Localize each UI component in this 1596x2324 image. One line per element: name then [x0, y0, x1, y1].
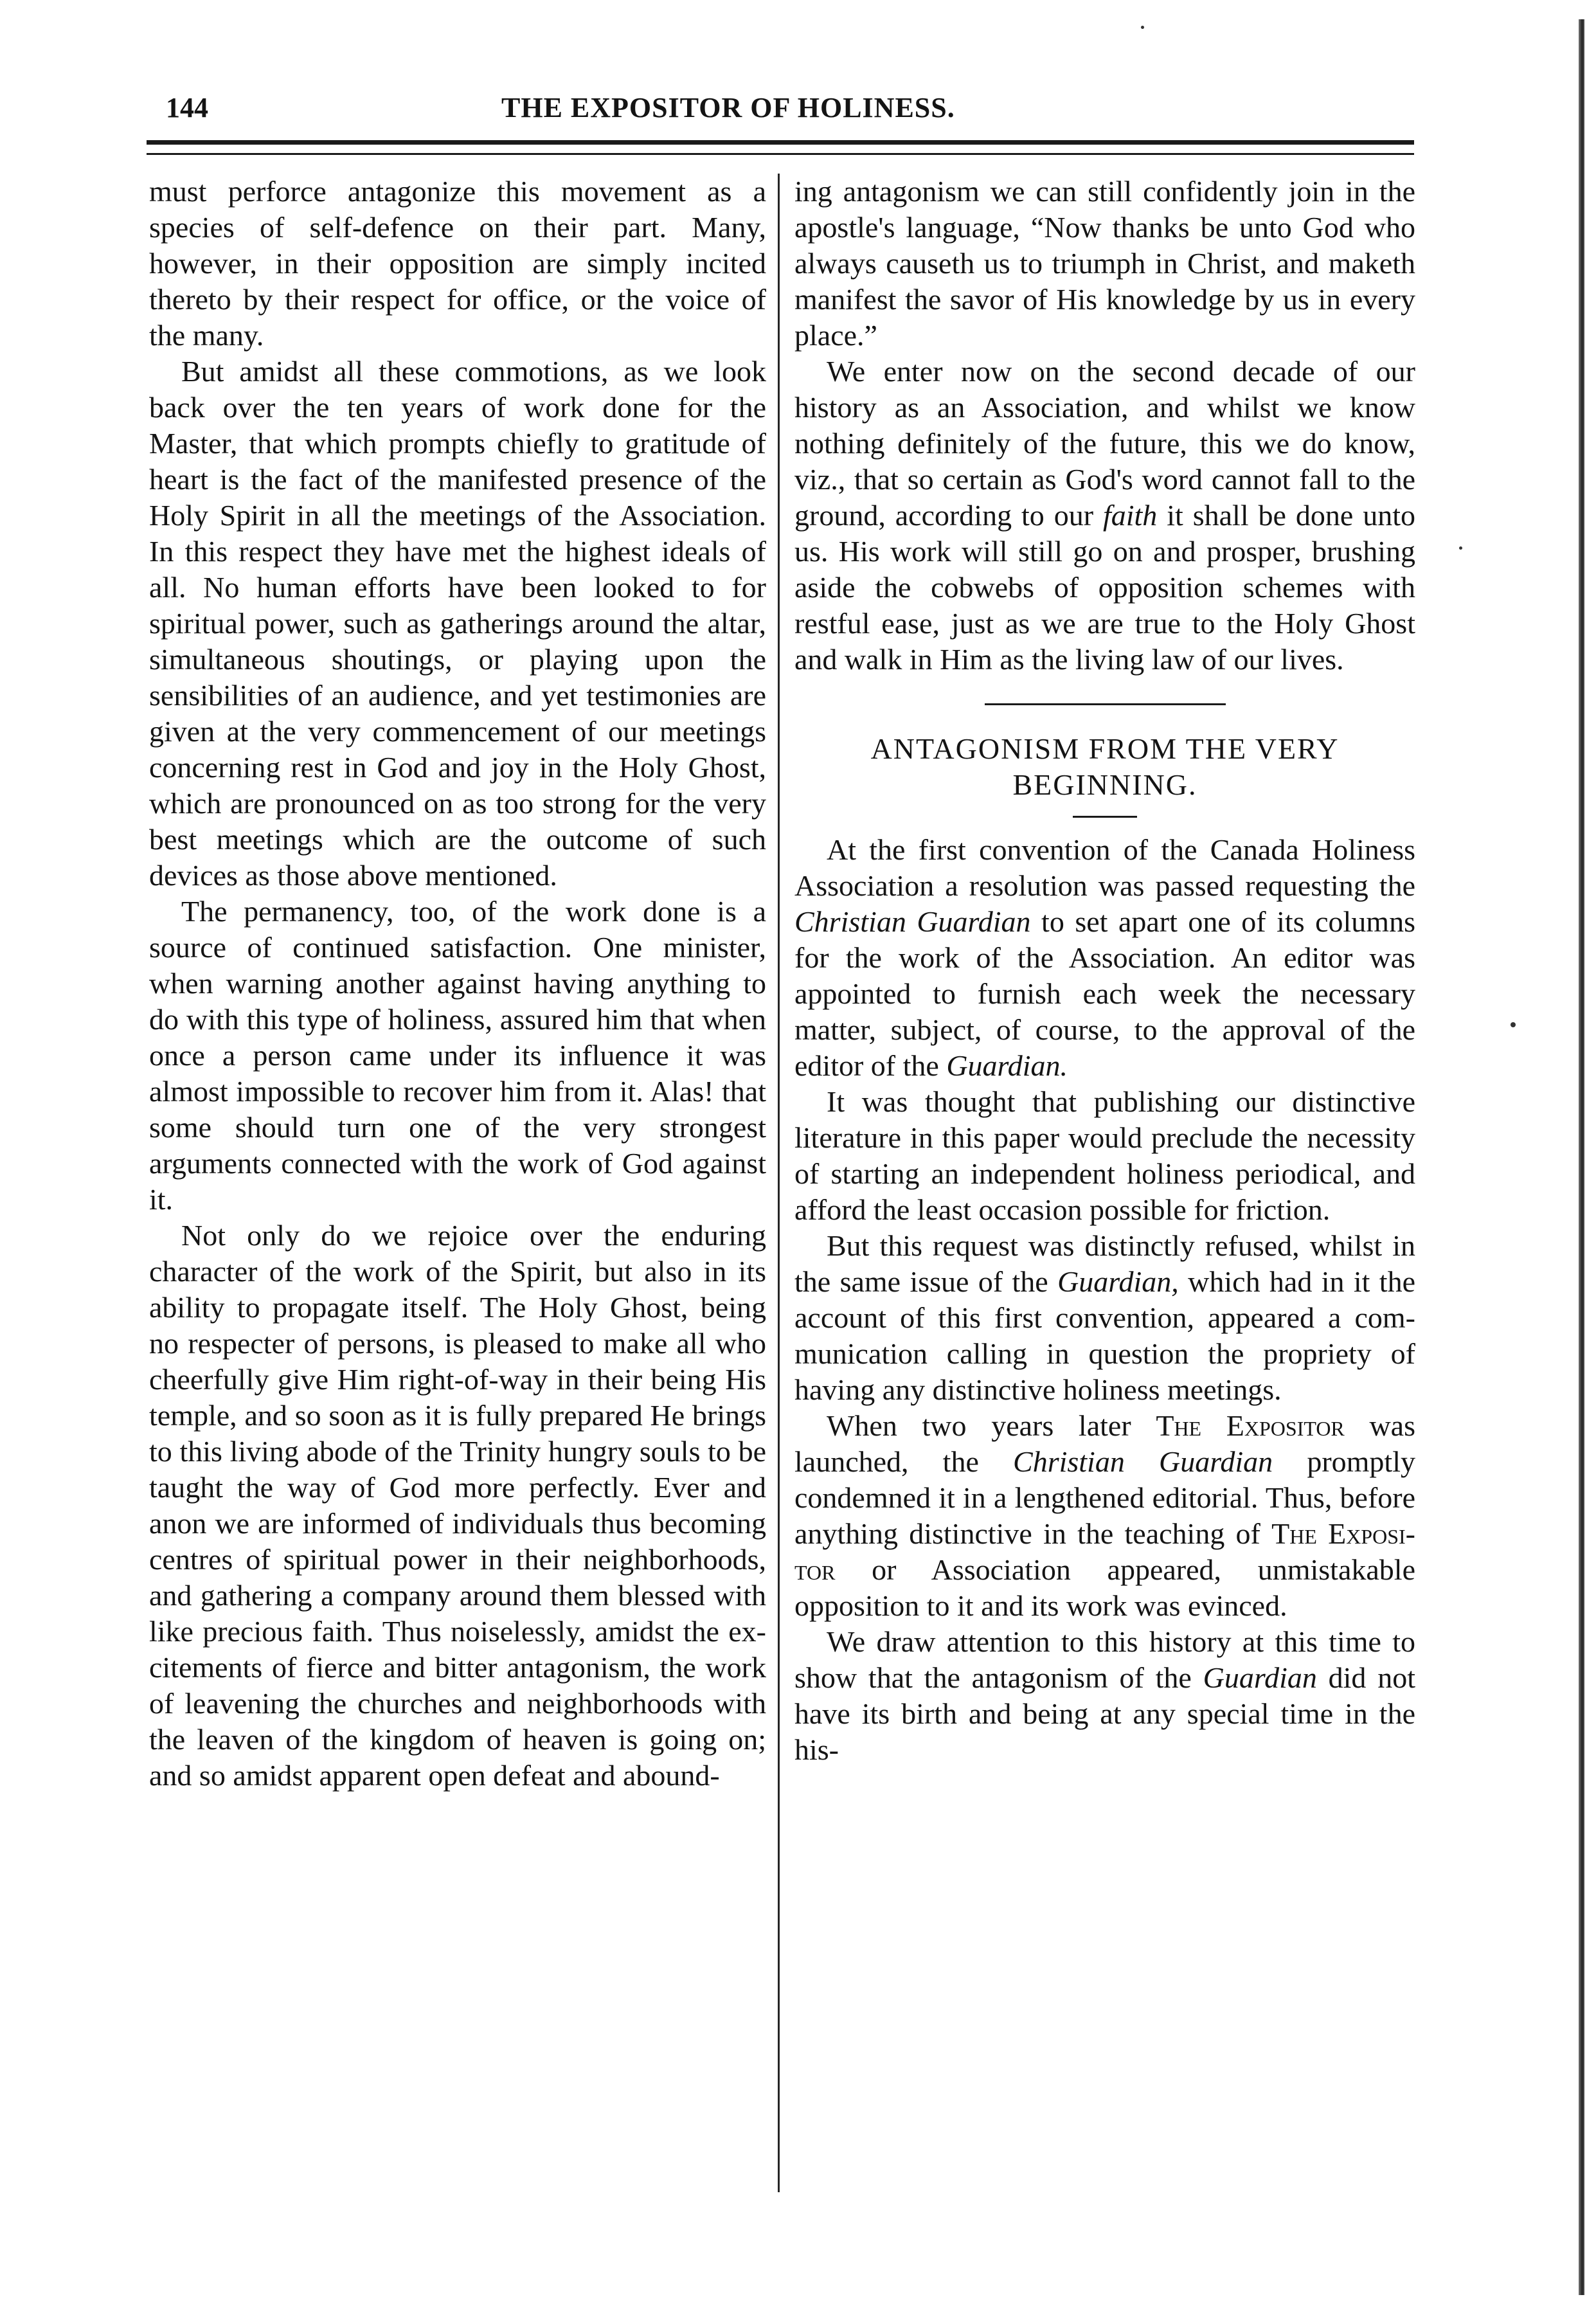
scan-speck	[1459, 546, 1462, 550]
italic-word-faith: faith	[1102, 499, 1158, 532]
text-run: was launched, the	[794, 1409, 1416, 1478]
header-rule-thin	[147, 153, 1414, 155]
text-run: or Association appeared, unmistakable opposition to it and its work was evinced.	[794, 1553, 1415, 1622]
scan-speck	[1511, 1022, 1516, 1027]
text-run: did not have its birth and being at any special time in the his-	[794, 1661, 1416, 1766]
text-run: We enter now on the second decade of our history as an Association, and whilst we know nothing definitely of the future, this we do know, viz., that so certain as God's word cannot fall to the ground, according to our	[794, 355, 1415, 532]
left-paragraph-2: But amidst all these commotions, as we look back over the ten years of work done for the Master, that which prompts chiefly to gratitude of heart is the fact of the manifested presence of the Holy Spirit in all the meetings of the Association. In this respect they have met the highest ideals of all. No human efforts have been looked to for spiritual power, such as gatherings around the altar, simultaneous shoutings, or playing upon the sensibilities of an audience, and yet testimonies are given at the very commencement of our meetings concerning rest in God and joy in the Holy Ghost, which are pronounced on as too strong for the very best meetings which are the outcome of such devices as those above mentioned.	[149, 355, 766, 892]
section-heading-line-2: BEGINNING.	[1012, 768, 1197, 801]
italic-title-christian-guardian: Christian Guardian	[794, 905, 1031, 938]
text-run: promptly condemned it in a lengthened editorial. Thus, before anything distinctive in the teaching of	[794, 1445, 1415, 1550]
left-column	[149, 174, 766, 1794]
right-column	[794, 174, 1415, 1768]
right-paragraph-1: ing antagonism we can still confidently join in the apostle's language, “Now thanks be unto God who always causeth us to triumph in Christ, and maketh manifest the savor of His knowledge by us in every place.”	[794, 175, 1415, 352]
right-paragraph-2	[794, 354, 1415, 678]
page-number: 144	[166, 92, 208, 123]
header-rule-thick	[147, 140, 1414, 145]
italic-title-guardian: Guardian	[1203, 1661, 1317, 1694]
running-title: THE EXPOSITOR OF HOLINESS.	[501, 92, 955, 123]
text-run: But this request was distinctly refused, whilst in the same issue of the	[794, 1229, 1415, 1298]
text-run: When two years later	[827, 1409, 1156, 1442]
right-paragraph-6	[794, 1408, 1415, 1624]
text-run: it shall be done unto us. His work will still go on and prosper, brushing aside the cobwebs of opposition schemes with restful ease, just as we are true to the Holy Ghost and walk in Him as the living law of our lives.	[794, 499, 1415, 676]
right-paragraph-5	[794, 1228, 1415, 1408]
scan-speck	[1141, 26, 1144, 29]
left-paragraph-3: The permanency, too, of the work done is a source of continued satisfaction. One minister, when warning another against having anything to do with this type of holiness, assured him that when once a person came under its influence it was almost impossible to recover him from it. Alas! that some should turn one of the very strongest arguments connected with the work of God against it.	[149, 895, 766, 1216]
right-paragraph-7	[794, 1624, 1415, 1768]
text-run: which had in it the account of this first convention, appeared a communication calling in question the propriety of having any distinctive holiness meetings.	[794, 1265, 1415, 1406]
column-divider	[778, 174, 780, 2192]
section-divider-rule	[985, 703, 1226, 705]
italic-title-guardian: Guardian.	[946, 1049, 1068, 1082]
left-paragraph-4: Not only do we rejoice over the enduring character of the work of the Spirit, but also in its ability to propagate itself. The Holy Ghost, being no respecter of persons, is pleased to make all who cheerfully give Him right-of-way in their being His temple, and so soon as it is fully prepared He brings to this living abode of the Trinity hungry souls to be taught the way of God more perfectly. Ever and anon we are informed of individuals thus becoming centres of spiritual power in their neighborhoods, and gathering a company around them blessed with like precious faith. Thus noiselessly, amidst the excitements of fierce and bitter antagonism, the work of leavening the churches and neighborhoods with the leaven of the kingdom of heaven is going on; and so amidst apparent open defeat and abound-	[149, 1219, 766, 1792]
italic-title-christian-guardian: Christian Guardian	[1013, 1445, 1273, 1478]
right-paragraph-4: It was thought that publishing our distinctive literature in this paper would preclude the necessity of starting an independent holiness periodical, and afford the least occasion possible for friction.	[794, 1085, 1415, 1226]
small-caps-expositor: The Expositor	[1156, 1409, 1345, 1442]
text-run: We draw attention to this history at this time to show that the antagonism of the	[794, 1625, 1415, 1694]
section-heading	[794, 731, 1415, 803]
small-caps-expositor: The Expositor	[794, 1517, 1415, 1586]
text-run: to set apart one of its columns for the work of the Association. An editor was appointed to furnish each week the necessary matter, subject, of course, to the approval of the editor of the	[794, 905, 1415, 1082]
left-paragraph-1: must perforce antagonize this movement as a species of self-defence on their part. Many, however, in their opposition are simply incited thereto by their respect for office, or the voice of the many.	[149, 175, 766, 352]
section-heading-line-1: ANTAGONISM FROM THE VERY	[870, 732, 1340, 765]
right-paragraph-3	[794, 832, 1415, 1084]
text-run: At the first convention of the Canada Holiness Association a resolution was passed requesting the	[794, 833, 1415, 902]
italic-title-guardian: Guardian,	[1057, 1265, 1179, 1298]
scan-edge-shadow	[1579, 19, 1584, 2295]
heading-short-rule	[1073, 816, 1137, 818]
